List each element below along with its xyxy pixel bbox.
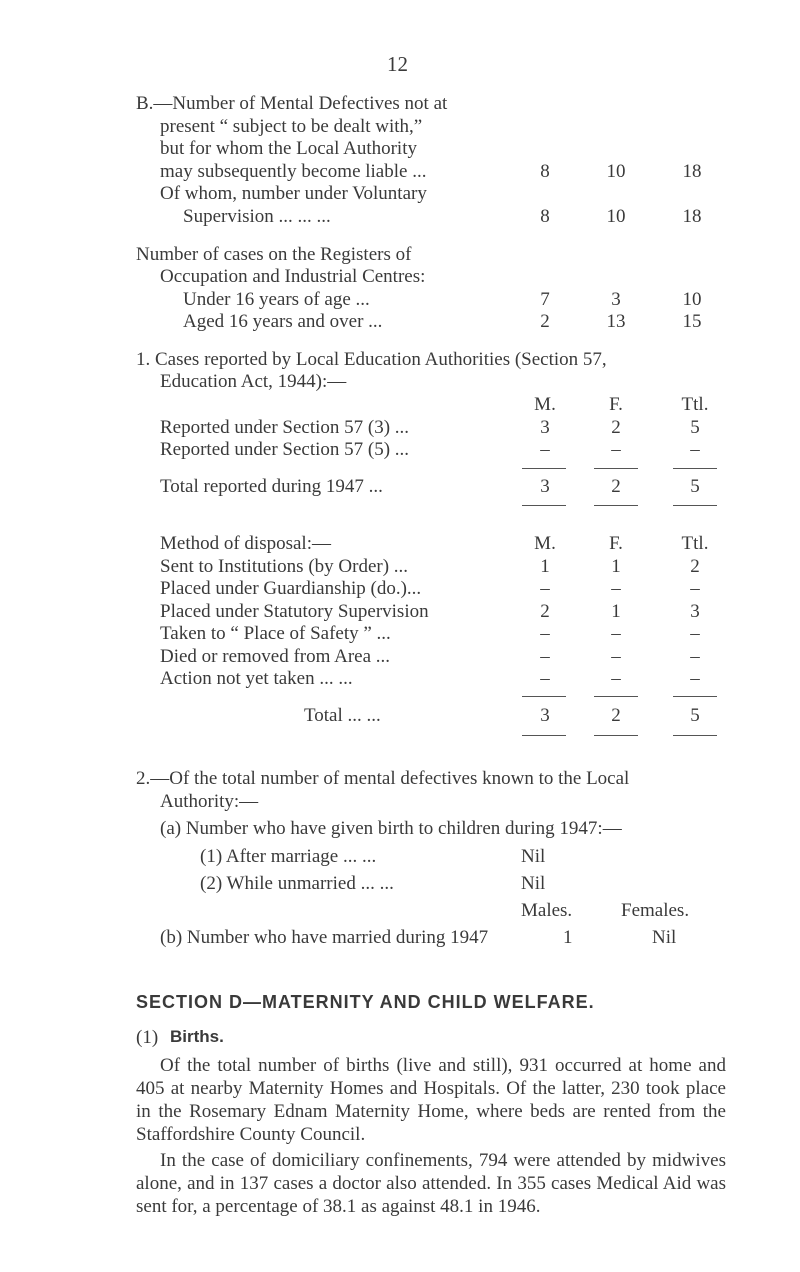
section1-header-t: Ttl. [681, 394, 709, 415]
disposal-rule-top-t [673, 696, 717, 697]
section1-row-2-m: – [540, 439, 550, 460]
disposal-rule-bottom-f [594, 735, 638, 736]
disposal-rule-top-m [522, 696, 566, 697]
page-number: 12 [387, 52, 408, 76]
b-line-4: may subsequently become liable ... [160, 161, 427, 182]
section1-rule-top-m [522, 468, 566, 469]
disposal-row-1-t: 2 [690, 556, 700, 577]
disposal-row-1-f: 1 [611, 556, 621, 577]
section1-total-f: 2 [611, 476, 621, 497]
occupation-over-label: Aged 16 years and over ... [183, 311, 383, 332]
disposal-total-label: Total ... ... [304, 705, 381, 726]
section1-row-2-t: – [690, 439, 700, 460]
disposal-row-6-f: – [611, 668, 621, 689]
section1-line-2: Education Act, 1944):— [160, 371, 347, 392]
occupation-over-f: 13 [606, 311, 626, 332]
occupation-under-f: 3 [611, 289, 621, 310]
section1-rule-bottom-t [673, 505, 717, 506]
section-d-heading: SECTION D—MATERNITY AND CHILD WELFARE. [136, 992, 595, 1012]
section2-a1-value: Nil [521, 846, 546, 867]
section1-row-1-m: 3 [540, 417, 550, 438]
disposal-total-f: 2 [611, 705, 621, 726]
section1-total-t: 5 [690, 476, 700, 497]
section2-b-label: (b) Number who have married during 1947 [160, 927, 489, 948]
b-liable-t: 18 [682, 161, 702, 182]
section2-a-label: (a) Number who have given birth to children during 1947:— [160, 818, 622, 839]
occupation-under-t: 10 [682, 289, 702, 310]
b-line-3: but for whom the Local Authority [160, 138, 417, 159]
section1-total-m: 3 [540, 476, 550, 497]
occupation-heading-1: Number of cases on the Registers of [136, 244, 412, 265]
disposal-rule-top-f [594, 696, 638, 697]
disposal-row-6-m: – [540, 668, 550, 689]
section1-line-1: 1. Cases reported by Local Education Authorities (Section 57, [136, 349, 607, 370]
occupation-over-t: 15 [682, 311, 702, 332]
disposal-header-m: M. [534, 533, 556, 554]
section1-row-1-t: 5 [690, 417, 700, 438]
b-liable-m: 8 [540, 161, 550, 182]
disposal-rule-bottom-m [522, 735, 566, 736]
b-line-1: B.—Number of Mental Defectives not at [136, 93, 448, 114]
disposal-row-5-t: – [690, 646, 700, 667]
disposal-row-3-f: 1 [611, 601, 621, 622]
section1-rule-bottom-f [594, 505, 638, 506]
births-paragraph-1: Of the total number of births (live and still), 931 occurred at home and 405 at nearby Maternity Homes and Hospitals. Of the latter, 230 took place in the Rosemary Ednam Maternity Home, where beds are rented from the Staffordshire County Council. [136, 1055, 726, 1145]
disposal-row-1-label: Sent to Institutions (by Order) ... [160, 556, 409, 577]
disposal-row-2-f: – [611, 578, 621, 599]
section2-a1-label: (1) After marriage ... ... [200, 846, 377, 867]
disposal-row-4-m: – [540, 623, 550, 644]
section2-col-males: Males. [521, 900, 573, 921]
section2-a2-value: Nil [521, 873, 546, 894]
births-paragraph-2: In the case of domiciliary confinements, 794 were attended by midwives alone, and in 137 cases a doctor also attended. In 355 cases Medical Aid was sent for, a percentage of 38.1 as against 48.1 in 1946. [136, 1150, 726, 1217]
disposal-rule-bottom-t [673, 735, 717, 736]
occupation-heading-2: Occupation and Industrial Centres: [160, 266, 426, 287]
disposal-total-t: 5 [690, 705, 700, 726]
b-line-2: present “ subject to be dealt with,” [160, 116, 423, 137]
b-line-5: Of whom, number under Voluntary [160, 183, 427, 204]
section1-total-label: Total reported during 1947 ... [160, 476, 383, 497]
b-voluntary-m: 8 [540, 206, 550, 227]
births-title: Births. [170, 1027, 224, 1046]
section1-row-1-label: Reported under Section 57 (3) ... [160, 417, 410, 438]
disposal-row-2-t: – [690, 578, 700, 599]
section2-col-females: Females. [621, 900, 690, 921]
disposal-title: Method of disposal:— [160, 533, 331, 554]
disposal-row-6-t: – [690, 668, 700, 689]
b-line-6: Supervision ... ... ... [183, 206, 331, 227]
disposal-row-1-m: 1 [540, 556, 550, 577]
disposal-row-5-label: Died or removed from Area ... [160, 646, 391, 667]
disposal-total-m: 3 [540, 705, 550, 726]
disposal-row-4-label: Taken to “ Place of Safety ” ... [160, 623, 391, 644]
section2-line-2: Authority:— [160, 791, 259, 812]
section1-row-2-label: Reported under Section 57 (5) ... [160, 439, 410, 460]
section2-b-females: Nil [652, 927, 677, 948]
occupation-under-label: Under 16 years of age ... [183, 289, 370, 310]
section1-header-m: M. [534, 394, 556, 415]
section1-row-2-f: – [611, 439, 621, 460]
occupation-over-m: 2 [540, 311, 550, 332]
section1-rule-bottom-m [522, 505, 566, 506]
b-liable-f: 10 [606, 161, 626, 182]
disposal-header-t: Ttl. [681, 533, 709, 554]
disposal-row-5-m: – [540, 646, 550, 667]
section1-rule-top-t [673, 468, 717, 469]
disposal-row-3-label: Placed under Statutory Supervision [160, 601, 429, 622]
occupation-under-m: 7 [540, 289, 550, 310]
section2-a2-label: (2) While unmarried ... ... [200, 873, 394, 894]
section2-b-males: 1 [563, 927, 573, 948]
b-voluntary-t: 18 [682, 206, 702, 227]
disposal-row-4-t: – [690, 623, 700, 644]
births-number: (1) [136, 1027, 159, 1048]
disposal-row-5-f: – [611, 646, 621, 667]
disposal-row-6-label: Action not yet taken ... ... [160, 668, 353, 689]
disposal-row-2-label: Placed under Guardianship (do.)... [160, 578, 422, 599]
disposal-row-4-f: – [611, 623, 621, 644]
section1-rule-top-f [594, 468, 638, 469]
disposal-row-3-t: 3 [690, 601, 700, 622]
section1-row-1-f: 2 [611, 417, 621, 438]
disposal-header-f: F. [609, 533, 623, 554]
disposal-row-2-m: – [540, 578, 550, 599]
section2-line-1: 2.—Of the total number of mental defectives known to the Local [136, 768, 630, 789]
disposal-row-3-m: 2 [540, 601, 550, 622]
b-voluntary-f: 10 [606, 206, 626, 227]
section1-header-f: F. [609, 394, 623, 415]
